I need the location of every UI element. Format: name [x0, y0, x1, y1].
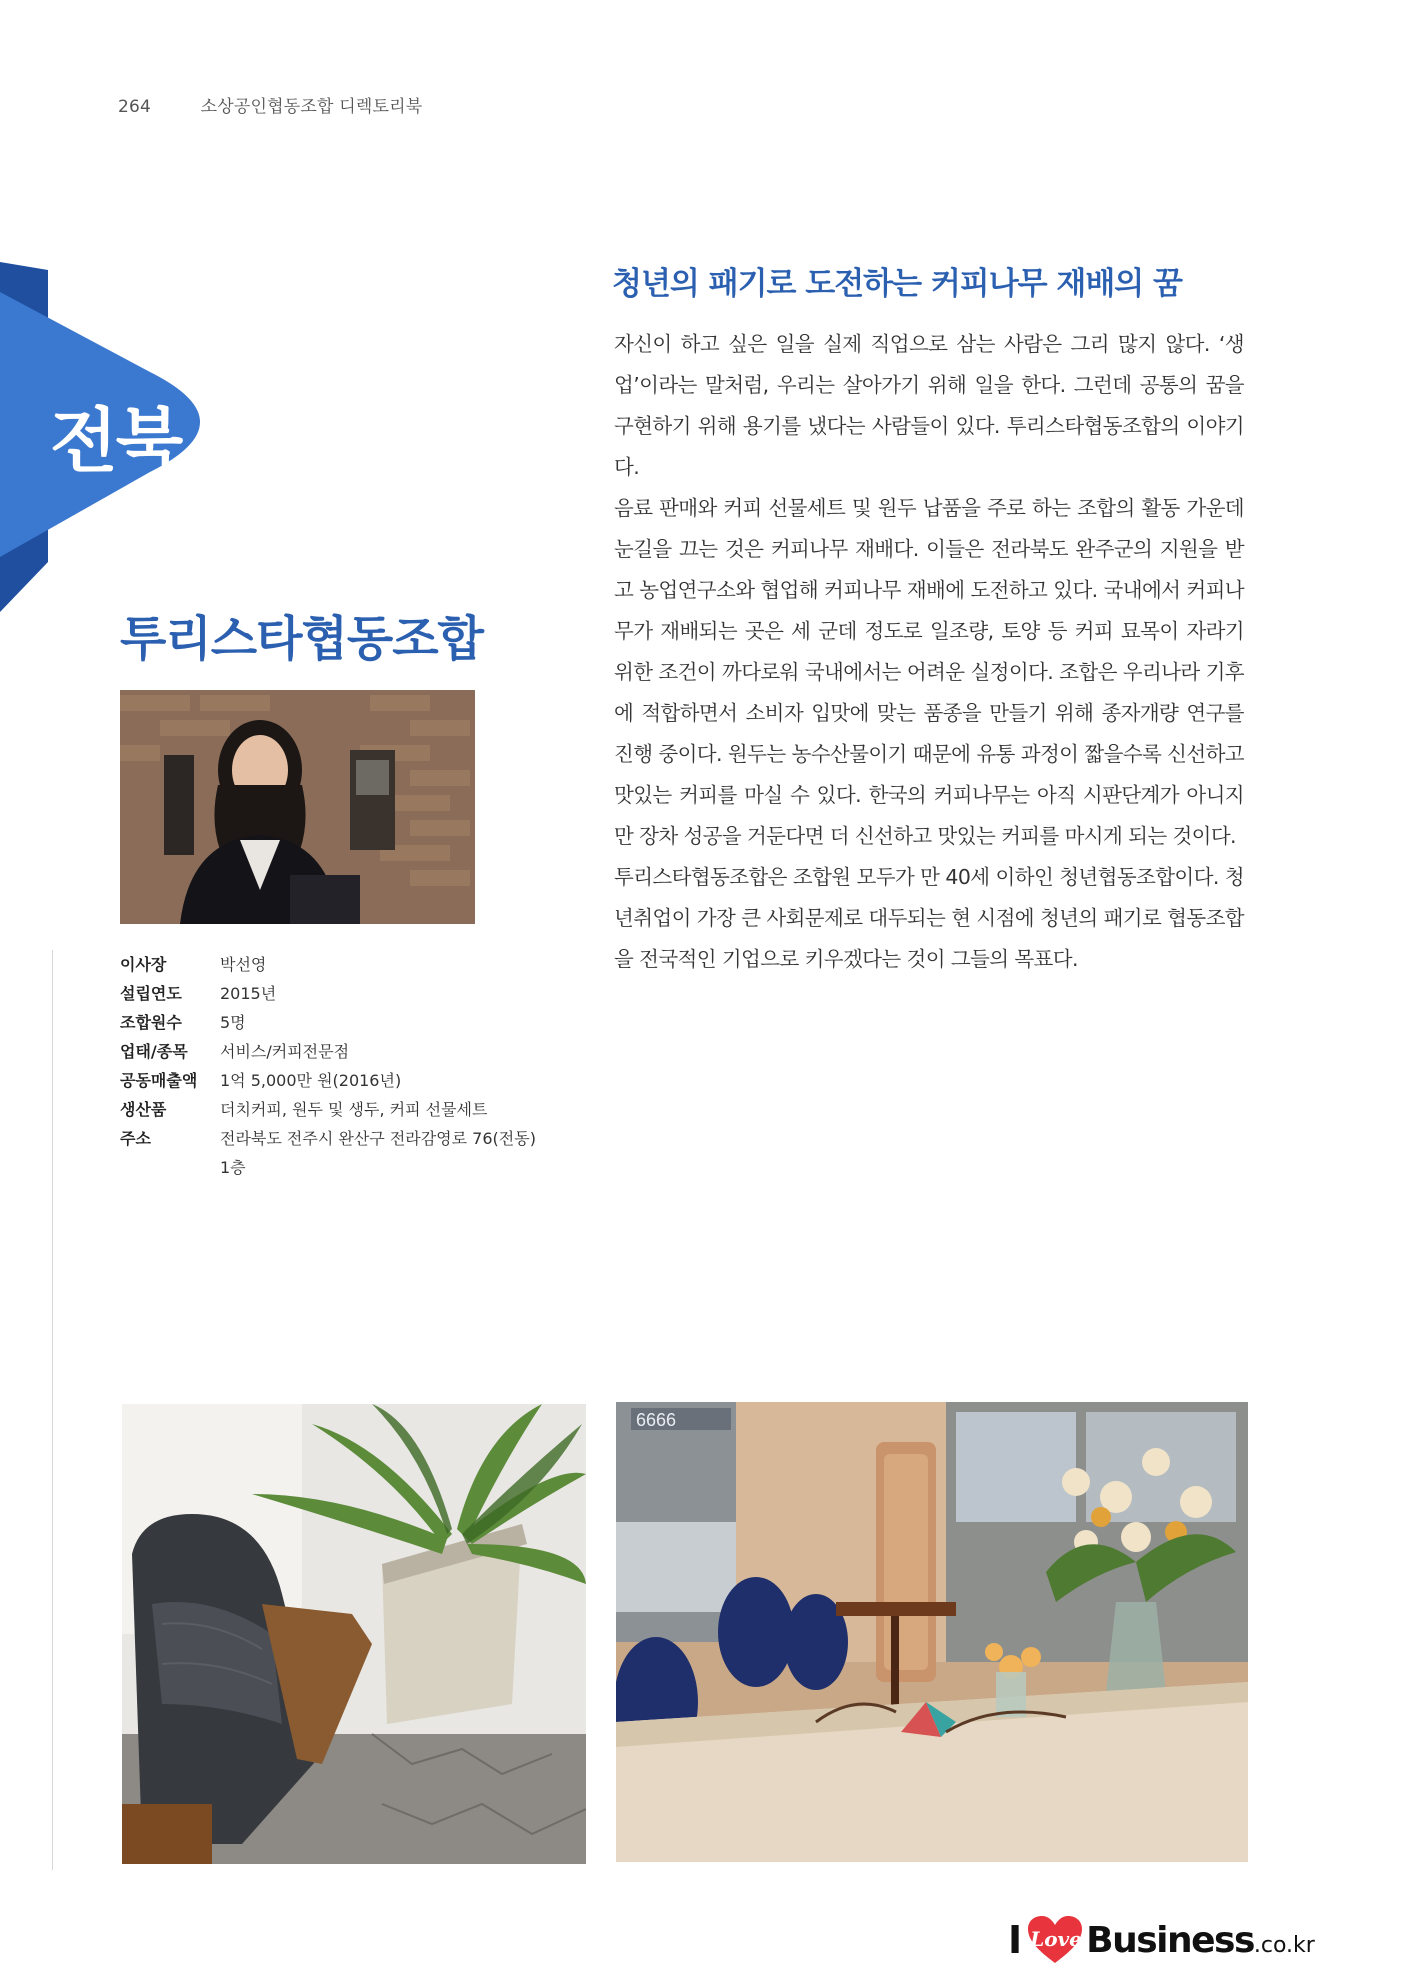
info-label: 업태/종목: [120, 1042, 188, 1061]
info-value: 1억 5,000만 원(2016년): [220, 1071, 402, 1090]
info-row: [120, 1008, 540, 1037]
info-row: [120, 1124, 540, 1182]
info-row: [120, 1066, 540, 1095]
article-title: 청년의 패기로 도전하는 커피나무 재배의 꿈: [612, 266, 1182, 302]
article-paragraph: 자신이 하고 싶은 일을 실제 직업으로 삼는 사람은 그리 많지 않다. ‘생업’이라는 말처럼, 우리는 살아가기 위해 일을 한다. 그런데 공통의 꿈을 구현하기 위해 용기를 냈다는 사람들이 있다. 투리스타협동조합의 이야기다.: [614, 332, 1244, 479]
info-row: [120, 979, 540, 1008]
info-row: [120, 1037, 540, 1066]
article-paragraph: 투리스타협동조합은 조합원 모두가 만 40세 이하인 청년협동조합이다. 청년취업이 가장 큰 사회문제로 대두되는 현 시점에 청년의 패기로 협동조합을 전국적인 기업으로 키우겠다는 것이 그들의 목표다.: [614, 865, 1244, 971]
book-title: 소상공인협동조합 디렉토리북: [200, 97, 423, 117]
interior-chair-photo: [122, 1404, 586, 1864]
info-value: 5명: [220, 1013, 246, 1032]
info-row: [120, 1095, 540, 1124]
info-label: 공동매출액: [120, 1071, 198, 1090]
page-number: 264: [118, 97, 152, 117]
region-label: 전북: [50, 400, 182, 482]
page-edge-line: [52, 950, 53, 1870]
article-body: [614, 324, 1244, 980]
cafe-interior-photo: [616, 1402, 1248, 1862]
info-value: 2015년: [220, 984, 277, 1003]
heart-icon: [1026, 1915, 1084, 1965]
article-paragraph: 음료 판매와 커피 선물세트 및 원두 납품을 주로 하는 조합의 활동 가운데 눈길을 끄는 것은 커피나무 재배다. 이들은 전라북도 완주군의 지원을 받고 농업연구소와 협업해 커피나무 재배에 도전하고 있다. 국내에서 커피나무가 재배되는 곳은 세 군데 정도로 일조량, 토양 등 커피 묘목이 자라기 위한 조건이 까다로워 국내에서는 어려운 실정이다. 조합은 우리나라 기후에 적합하면서 소비자 입맛에 맞는 품종을 만들기 위해 종자개량 연구를 진행 중이다. 원두는 농수산물이기 때문에 유통 과정이 짧을수록 신선하고 맛있는 커피를 마실 수 있다. 한국의 커피나무는 아직 시판단계가 아니지만 장차 성공을 거둔다면 더 신선하고 맛있는 커피를 마시게 되는 것이다.: [614, 496, 1244, 848]
logo-i-text: I: [1008, 1918, 1023, 1962]
info-value: 박선영: [220, 955, 267, 974]
info-value: 더치커피, 원두 및 생두, 커피 선물세트: [220, 1100, 488, 1119]
info-label: 이사장: [120, 955, 167, 974]
page-header: [118, 92, 422, 117]
logo-domain-text: .co.kr: [1253, 1932, 1315, 1958]
logo-business-text: Business: [1086, 1919, 1254, 1961]
info-table: [120, 950, 540, 1182]
info-value: 전라북도 전주시 완산구 전라감영로 76(전동) 1층: [220, 1129, 536, 1177]
portrait-photo: [120, 690, 475, 924]
info-label: 조합원수: [120, 1013, 182, 1032]
footer-logo: [1008, 1915, 1315, 1965]
info-label: 생산품: [120, 1100, 167, 1119]
info-label: 설립연도: [120, 984, 182, 1003]
logo-love-text: Love: [1030, 1927, 1082, 1951]
info-value: 서비스/커피전문점: [220, 1042, 350, 1061]
info-label: 주소: [120, 1129, 151, 1148]
organization-name: 투리스타협동조합: [120, 611, 483, 667]
info-row: [120, 950, 540, 979]
sign-text: 6666: [636, 1410, 677, 1430]
